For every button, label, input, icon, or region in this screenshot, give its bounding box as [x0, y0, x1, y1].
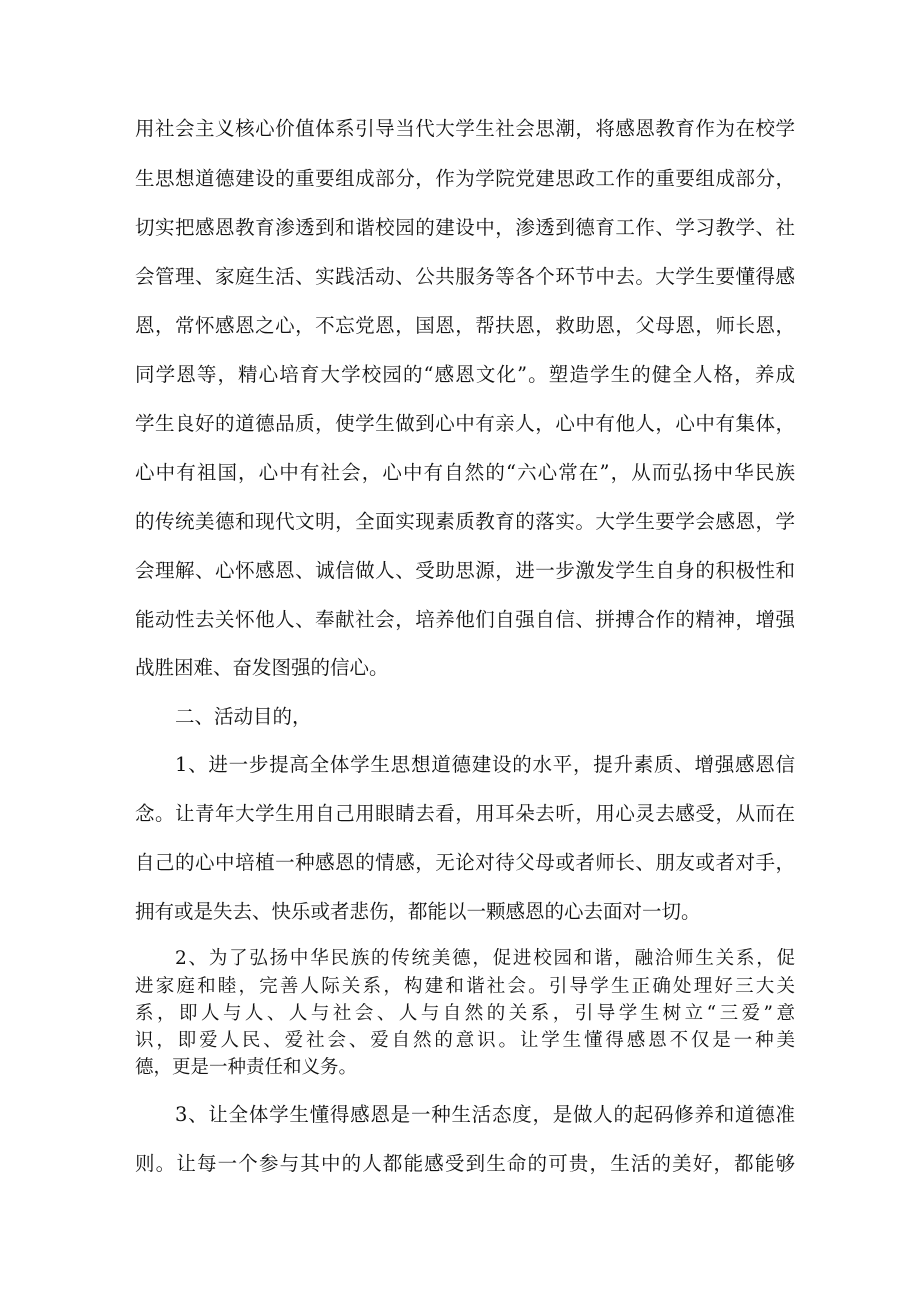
- paragraph-line: 系，即人与人、人与社会、人与自然的关系，引导学生树立“三爱”意: [135, 1003, 795, 1024]
- paragraph-line: 会理解、心怀感恩、诚信做人、受助思源，进一步激发学生自身的积极性和: [135, 559, 795, 582]
- paragraph-line: 会管理、家庭生活、实践活动、公共服务等各个环节中去。大学生要懂得感: [135, 265, 795, 288]
- paragraph-line: 念。让青年大学生用自己用眼睛去看，用耳朵去听，用心灵去感受，从而在: [135, 802, 795, 825]
- paragraph-line: 2、为了弘扬中华民族的传统美德，促进校园和谐，融洽师生关系，促: [175, 948, 795, 969]
- paragraph-line: 的传统美德和现代文明，全面实现素质教育的落实。大学生要学会感恩，学: [135, 510, 795, 533]
- paragraph-line: 心中有祖国，心中有社会，心中有自然的“六心常在”，从而弘扬中华民族: [135, 461, 795, 484]
- paragraph-line: 学生良好的道德品质，使学生做到心中有亲人，心中有他人，心中有集体，: [135, 412, 795, 435]
- paragraph-line: 则。让每一个参与其中的人都能感受到生命的可贵，生活的美好，都能够: [135, 1152, 795, 1175]
- paragraph-line: 进家庭和睦，完善人际关系，构建和谐社会。引导学生正确处理好三大关: [135, 976, 795, 997]
- paragraph-line: 自己的心中培植一种感恩的情感，无论对待父母或者师长、朋友或者对手，: [135, 851, 795, 874]
- paragraph-line: 切实把感恩教育渗透到和谐校园的建设中，渗透到德育工作、学习教学、社: [135, 216, 795, 239]
- section-heading: 二、活动目的，: [175, 705, 312, 728]
- paragraph-line: 生思想道德建设的重要组成部分，作为学院党建思政工作的重要组成部分，: [135, 167, 795, 190]
- paragraph-line: 3、让全体学生懂得感恩是一种生活态度，是做人的起码修养和道德准: [175, 1103, 795, 1126]
- paragraph-line: 德，更是一种责任和义务。: [135, 1057, 358, 1078]
- paragraph-line: 战胜困难、奋发图强的信心。: [135, 656, 389, 679]
- paragraph-line: 同学恩等，精心培育大学校园的“感恩文化”。塑造学生的健全人格，养成: [135, 363, 795, 386]
- paragraph-line: 能动性去关怀他人、奉献社会，培养他们自强自信、拼搏合作的精神，增强: [135, 608, 795, 631]
- paragraph-line: 拥有或是失去、快乐或者悲伤，都能以一颗感恩的心去面对一切。: [135, 900, 701, 923]
- paragraph-line: 用社会主义核心价值体系引导当代大学生社会思潮，将感恩教育作为在校学: [135, 117, 795, 140]
- paragraph-line: 1、进一步提高全体学生思想道德建设的水平，提升素质、增强感恩信: [175, 753, 795, 776]
- paragraph-line: 恩，常怀感恩之心，不忘党恩，国恩，帮扶恩，救助恩，父母恩，师长恩，: [135, 314, 795, 337]
- paragraph-line: 识，即爱人民、爱社会、爱自然的意识。让学生懂得感恩不仅是一种美: [135, 1030, 795, 1051]
